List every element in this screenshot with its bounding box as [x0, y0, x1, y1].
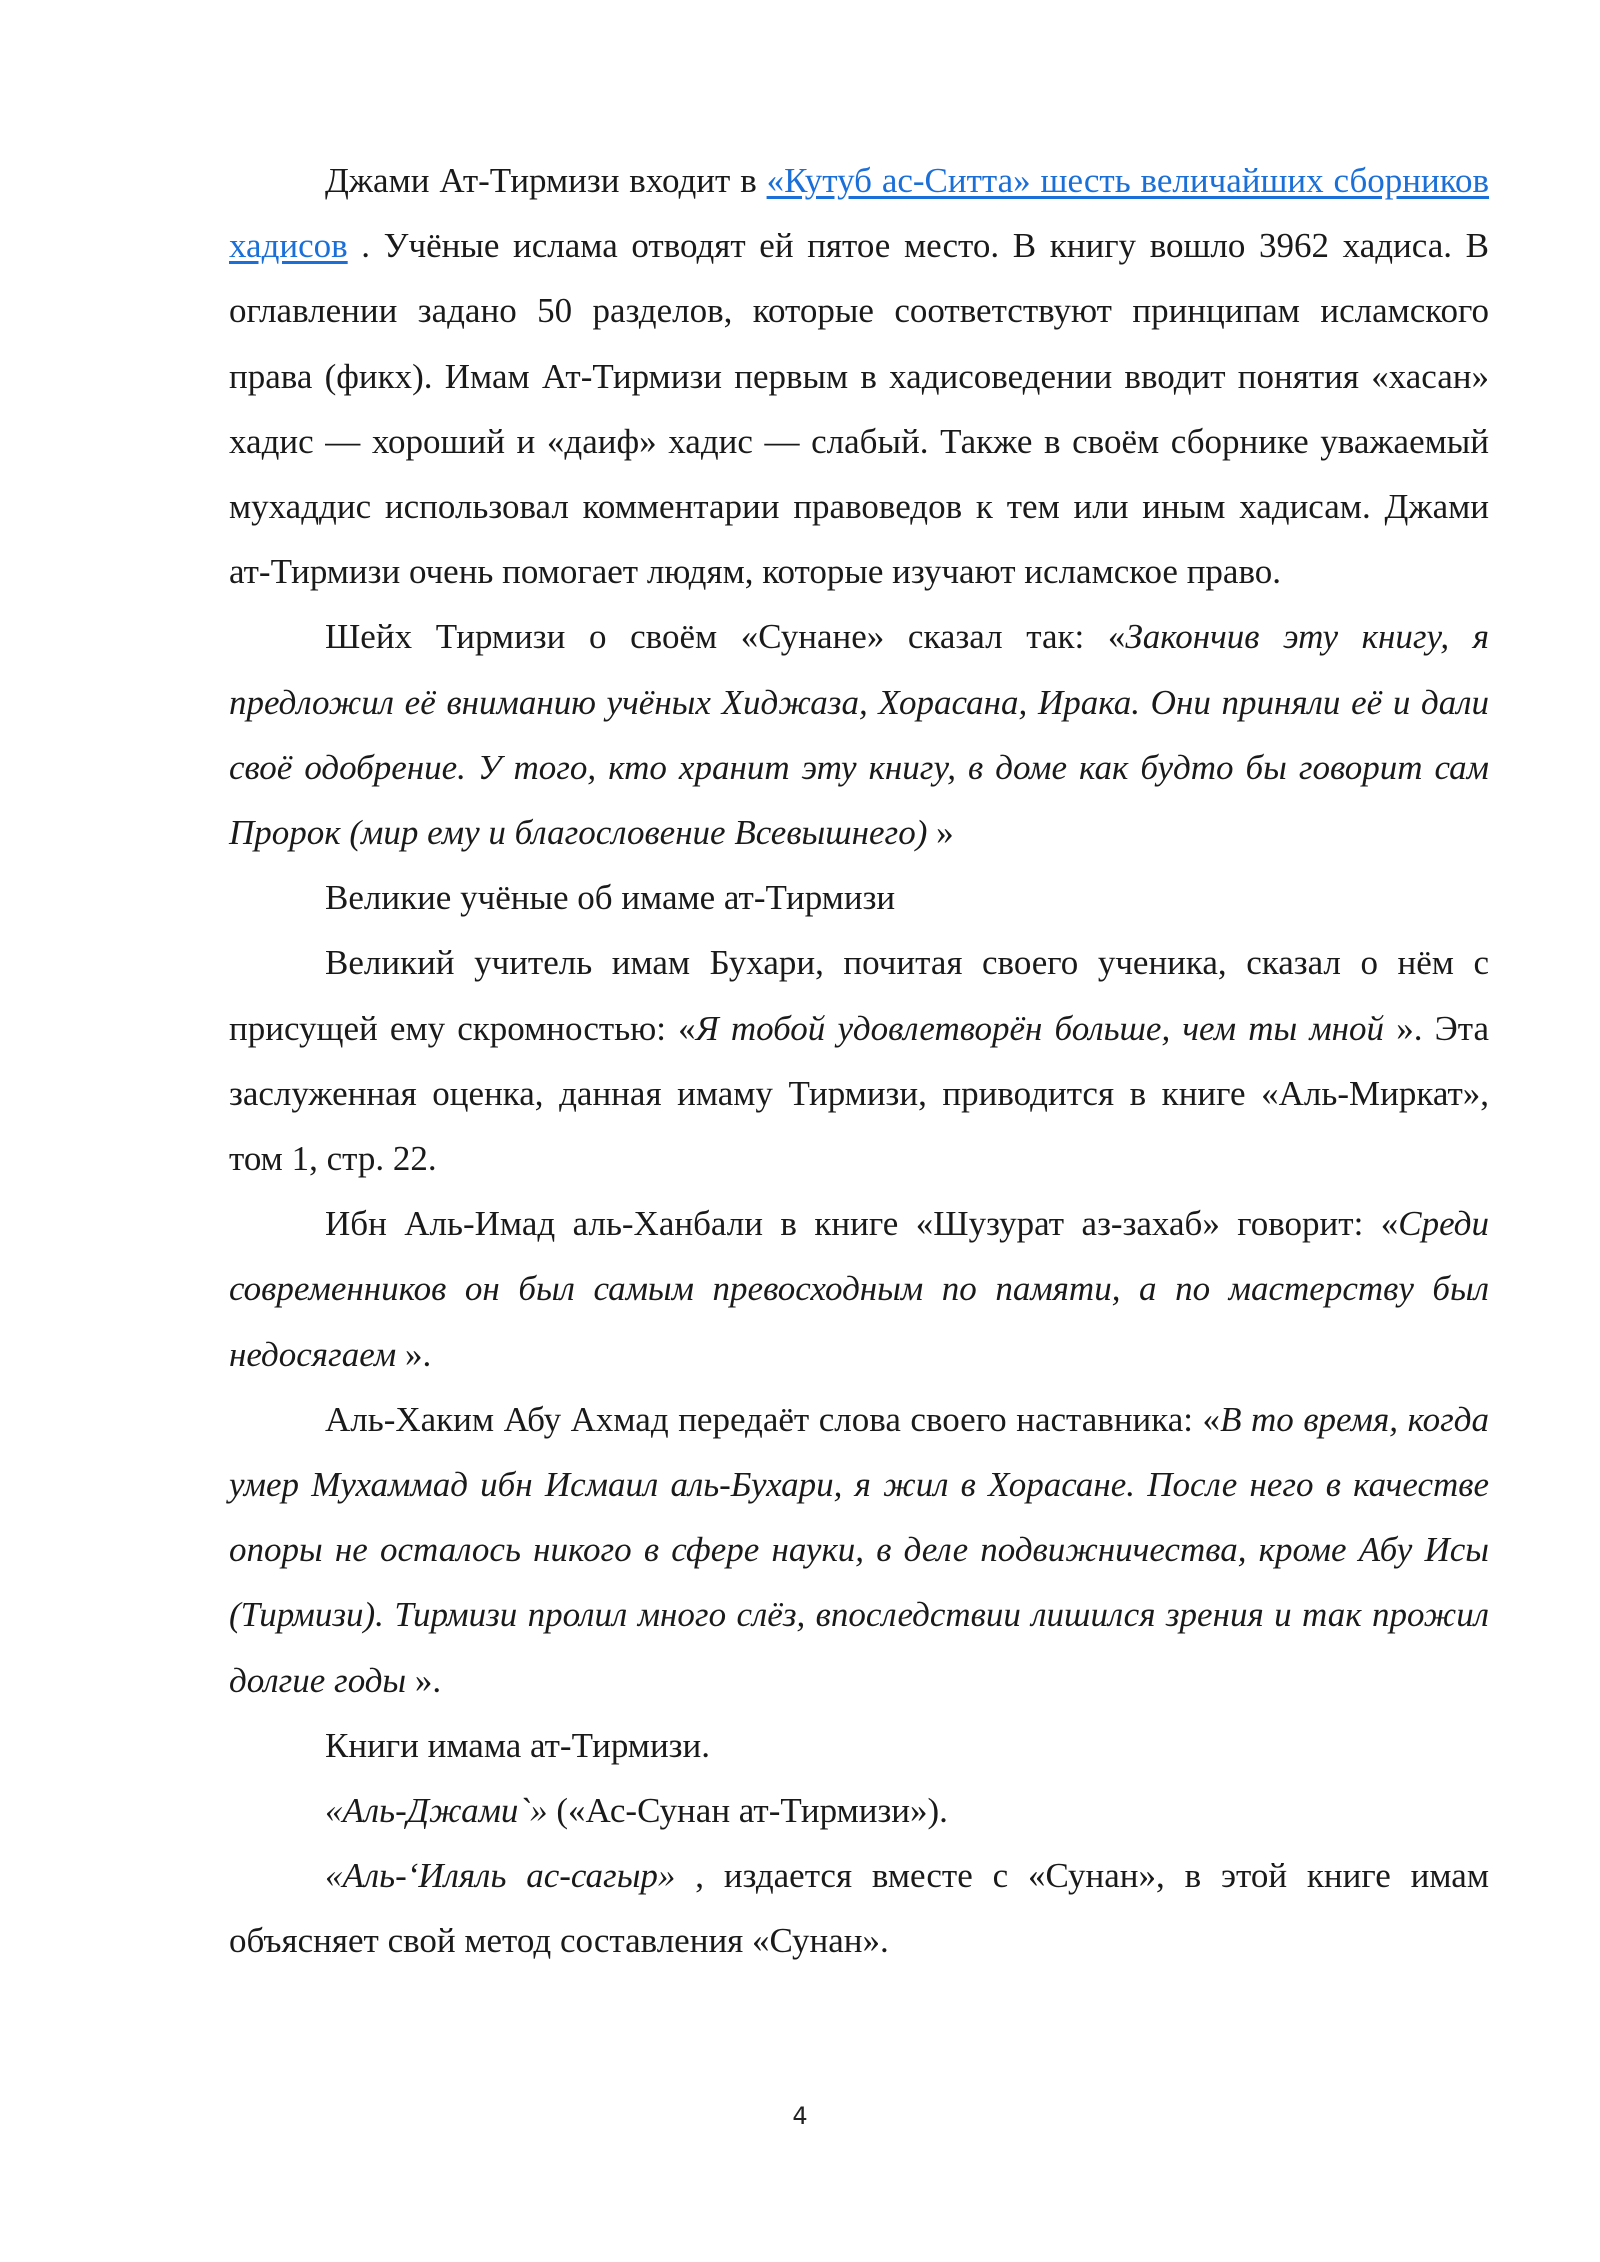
paragraph-bukhari-quote: [229, 930, 1489, 1191]
heading-text: Великие учёные об имаме ат-Тирмизи: [325, 878, 896, 918]
kutub-as-sitta-link[interactable]: «Кутуб ас-Ситта» шесть величайших сборников хадисов: [229, 161, 1489, 266]
paragraph-text: »: [927, 813, 954, 853]
paragraph-text: Шейх Тирмизи о своём «Сунане» сказал так: «: [325, 617, 1126, 657]
italic-quote: Среди современников он был самым превосходным по памяти, а по мастерству был недосягаем: [229, 1204, 1489, 1374]
paragraph-text: Аль-Хаким Абу Ахмад передаёт слова своего наставника: «: [325, 1399, 1221, 1439]
italic-quote: Я тобой удовлетворён больше, чем ты мной: [695, 1008, 1385, 1048]
paragraph-text: Великий учитель имам Бухари, почитая своего ученика, сказал о нём с присущей ему скромностью: «: [229, 943, 1489, 1048]
paragraph-text: Ибн Аль-Имад аль-Ханбали в книге «Шузурат аз-захаб» говорит: «: [325, 1204, 1399, 1244]
paragraph-ibn-imad-quote: [229, 1191, 1489, 1387]
document-body: [229, 148, 1489, 1974]
book-title: «Аль-‘Иляль ас-сагыр»: [325, 1856, 676, 1896]
book-item-al-ilal: [229, 1843, 1489, 1973]
book-title: «Аль-Джами`»: [325, 1791, 548, 1831]
section-heading-great-scholars: [229, 865, 1489, 930]
paragraph-text: ».: [406, 1660, 442, 1700]
italic-quote: В то время, когда умер Мухаммад ибн Исмаил аль-Бухари, я жил в Хорасане. После него в качестве опоры не осталось никого в сфере науки, в деле подвижничества, кроме Абу Исы (Тирмизи). Тирмизи пролил много слёз, впоследствии лишился зрения и так прожил долгие годы: [229, 1399, 1489, 1700]
paragraph-al-hakim-quote: [229, 1387, 1489, 1713]
book-description: («Ас-Сунан ат-Тирмизи»).: [547, 1791, 948, 1831]
page-number: 4: [792, 2102, 808, 2130]
paragraph-text: Джами Ат-Тирмизи входит в: [325, 161, 767, 200]
section-heading-books: [229, 1713, 1489, 1778]
heading-text: Книги имама ат-Тирмизи.: [325, 1725, 710, 1765]
book-item-al-jami: [229, 1778, 1489, 1843]
italic-quote: Закончив эту книгу, я предложил её вниманию учёных Хиджаза, Хорасана, Ирака. Они приняли её и дали своё одобрение. У того, кто хранит эту книгу, в доме как будто бы говорит сам Пророк (мир ему и благословение Всевышнего): [229, 617, 1490, 853]
book-description: , издается вместе с «Сунан», в этой книге имам объясняет свой метод составления «Сунан».: [229, 1856, 1489, 1961]
paragraph-text: . Учёные ислама отводят ей пятое место. В книгу вошло 3962 хадиса. В оглавлении задано 50 разделов, которые соответствуют принципам исламского права (фикх). Имам Ат-Тирмизи первым в хадисоведении вводит понятия «хасан» хадис — хороший и «даиф» хадис — слабый. Также в своём сборнике уважаемый мухаддис использовал комментарии правоведов к тем или иным хадисам. Джами ат-Тирмизи очень помогает людям, которые изучают исламское право.: [229, 226, 1489, 592]
paragraph-jami-overview: [229, 148, 1489, 604]
paragraph-tirmidhi-quote: [229, 604, 1489, 865]
paragraph-text: ».: [396, 1334, 432, 1374]
paragraph-text: ». Эта заслуженная оценка, данная имаму Тирмизи, приводится в книге «Аль-Миркат», том 1, стр. 22.: [229, 1008, 1489, 1179]
